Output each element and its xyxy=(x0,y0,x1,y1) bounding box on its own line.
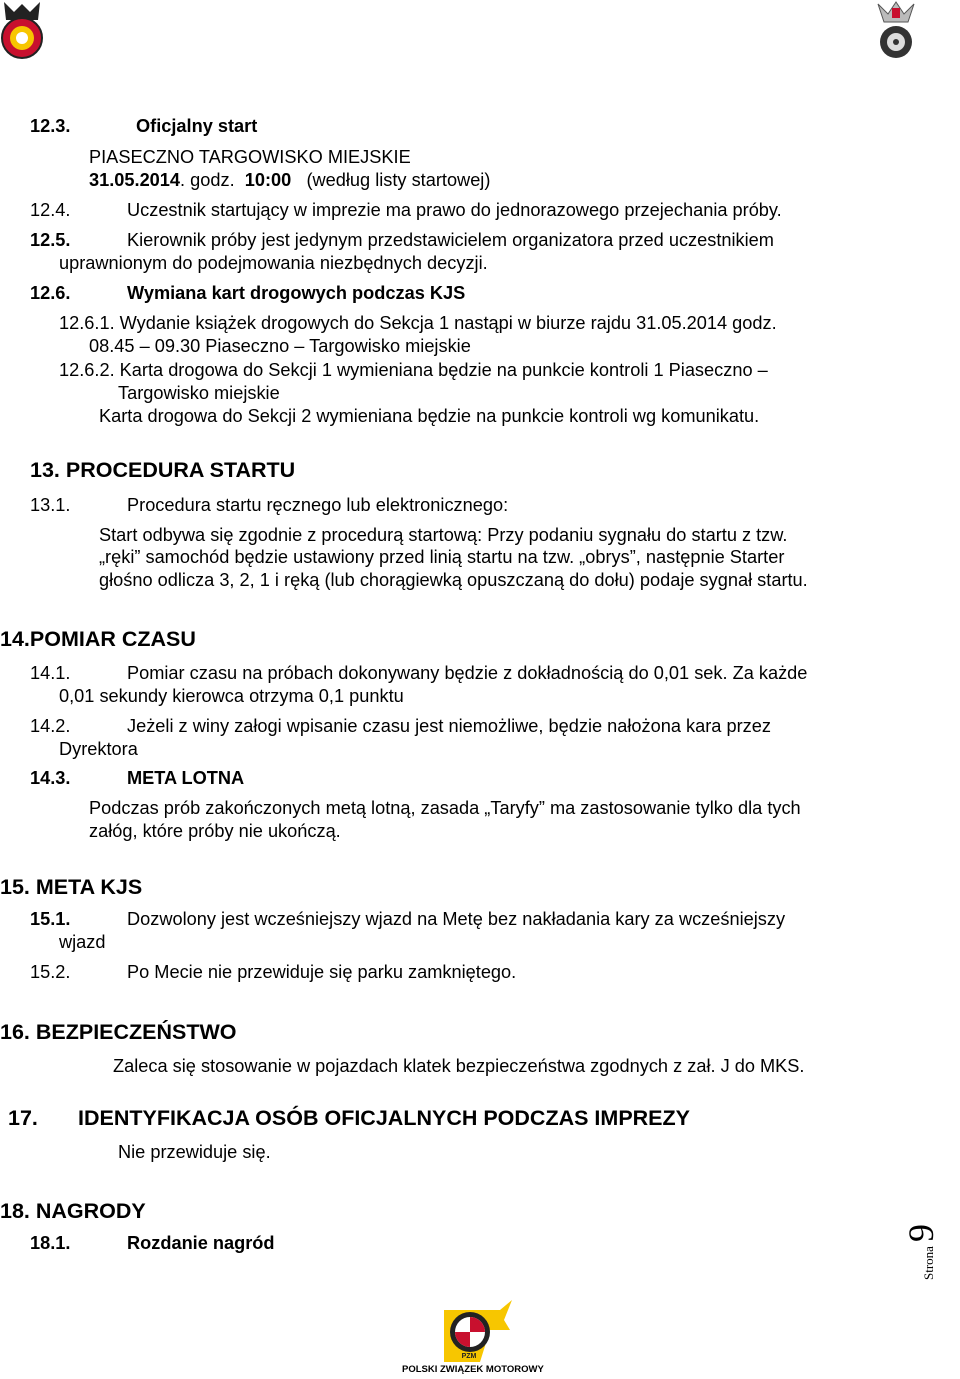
paragraph-text: 0,01 sekundy kierowca otrzyma 0,1 punktu xyxy=(59,686,404,706)
start-datetime: 31.05.2014. godz. 10:00 (według listy startowej) xyxy=(89,170,491,190)
paragraph-text: 08.45 – 09.30 Piaseczno – Targowisko miejskie xyxy=(89,336,471,356)
section-number: 14.2. xyxy=(30,716,71,736)
section-number: 14.1. xyxy=(30,663,71,683)
section-heading: 14.POMIAR CZASU xyxy=(0,627,196,651)
paragraph-text: Kierownik próby jest jedynym przedstawicielem organizatora przed uczestnikiem xyxy=(127,230,774,250)
paragraph-text: Start odbywa się zgodnie z procedurą startową: Przy podaniu sygnału do startu z tzw. xyxy=(99,525,788,545)
section-title: Rozdanie nagród xyxy=(127,1233,275,1253)
paragraph-text: Pomiar czasu na próbach dokonywany będzie z dokładnością do 0,01 sek. Za każde xyxy=(127,663,808,683)
start-place: PIASECZNO TARGOWISKO MIEJSKIE xyxy=(89,147,411,167)
paragraph-text: Karta drogowa do Sekcji 2 wymieniana będzie na punkcie kontroli wg komunikatu. xyxy=(99,406,760,426)
section-heading: 13. PROCEDURA STARTU xyxy=(30,458,296,482)
organization-name: POLSKI ZWIĄZEK MOTOROWY xyxy=(402,1364,544,1375)
section-heading: 16. BEZPIECZEŃSTWO xyxy=(0,1020,237,1044)
paragraph-text: Nie przewiduje się. xyxy=(118,1142,271,1162)
section-title: Oficjalny start xyxy=(136,116,258,136)
section-number: 12.3. xyxy=(30,116,71,136)
section-number: 15.1. xyxy=(30,909,71,929)
paragraph-text: Podczas prób zakończonych metą lotną, zasada „Taryfy” ma zastosowanie tylko dla tych xyxy=(89,798,801,818)
paragraph-text: Uczestnik startujący w imprezie ma prawo do jednorazowego przejechania próby. xyxy=(127,200,782,220)
section-title: Wymiana kart drogowych podczas KJS xyxy=(127,283,466,303)
paragraph-text: Dyrektora xyxy=(59,739,138,759)
club-emblem-logo xyxy=(0,0,44,67)
section-number: 18.1. xyxy=(30,1233,71,1253)
pzm-logo-text: PZM xyxy=(461,1353,477,1360)
paragraph-text: „ręki” samochód będzie ustawiony przed linią startu na tzw. „obrys”, następnie Starter xyxy=(99,547,785,567)
section-number: 12.6. xyxy=(30,283,71,303)
section-number: 12.4. xyxy=(30,200,71,220)
page-number: Strona9 xyxy=(901,1224,941,1280)
paragraph-text: Zaleca się stosowanie w pojazdach klatek bezpieczeństwa zgodnych z zał. J do MKS. xyxy=(113,1056,805,1076)
paragraph-text: uprawnionym do podejmowania niezbędnych decyzji. xyxy=(59,253,488,273)
section-heading: IDENTYFIKACJA OSÓB OFICJALNYCH PODCZAS IMPREZY xyxy=(78,1106,690,1130)
paragraph-text: Targowisko miejskie xyxy=(118,383,280,403)
section-number: 15.2. xyxy=(30,962,71,982)
paragraph-text: załóg, które próby nie ukończą. xyxy=(89,821,341,841)
paragraph-text: Jeżeli z winy załogi wpisanie czasu jest niemożliwe, będzie nałożona kara przez xyxy=(127,716,771,736)
section-number: 17. xyxy=(8,1106,38,1130)
pzm-logo xyxy=(440,1300,516,1369)
section-number: 12.5. xyxy=(30,230,71,250)
section-heading: 15. META KJS xyxy=(0,875,143,899)
paragraph-text: głośno odlicza 3, 2, 1 i ręką (lub chorągiewką opuszczaną do dołu) podaje sygnał startu. xyxy=(99,570,808,590)
paragraph-text: Dozwolony jest wcześniejszy wjazd na Metę bez nakładania kary za wcześniejszy xyxy=(127,909,786,929)
section-number: 14.3. xyxy=(30,768,71,788)
section-number: 13.1. xyxy=(30,495,71,515)
section-title: META LOTNA xyxy=(127,768,245,788)
section-title: Procedura startu ręcznego lub elektronicznego: xyxy=(127,495,509,515)
section-heading: 18. NAGRODY xyxy=(0,1199,146,1223)
paragraph-text: wjazd xyxy=(59,932,106,952)
paragraph-text: 12.6.1. Wydanie książek drogowych do Sekcja 1 nastąpi w biurze rajdu 31.05.2014 godz. xyxy=(59,313,777,333)
wheel-eagle-logo xyxy=(872,0,920,67)
paragraph-text: Po Mecie nie przewiduje się parku zamkniętego. xyxy=(127,962,517,982)
paragraph-text: 12.6.2. Karta drogowa do Sekcji 1 wymieniana będzie na punkcie kontroli 1 Piaseczno – xyxy=(59,360,768,380)
